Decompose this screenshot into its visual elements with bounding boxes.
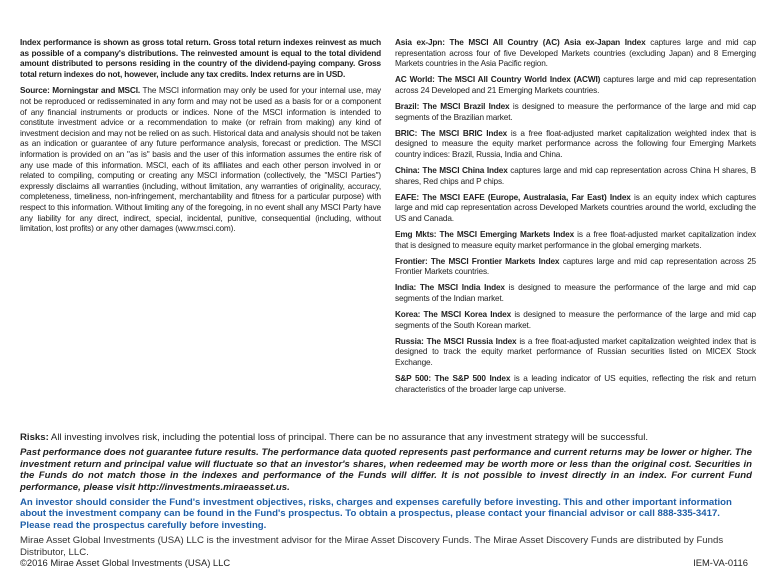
index-definition-text: captures large and mid cap representation across four of five Developed Markets countries (excluding Japan) and 8 Emerging Markets countries in the Asia Pacific region. — [395, 38, 756, 69]
index-definition-text: is designed to measure the performance of the large and mid cap segments of the South Korean market. — [395, 309, 756, 330]
index-definition-term: Emg Mkts: The MSCI Emerging Markets Index — [395, 229, 575, 239]
index-definition-text: is a leading indicator of US equities, reflecting the risk and return characteristics of the broader large cap universe. — [395, 373, 756, 394]
source-text: The MSCI information may only be used for your internal use, may not be reproduced or redisseminated in any form and may not be used as a basis for or a component of any financial instruments or products or indices. None of the MSCI information is intended to constitute investment advice or a recommendation to make (or refrain from making) any kind of investment decision and may not be relied on as such. Historical data and analysis should not be taken as an indication or guarantee of any future performance analysis, forecast or prediction. The MSCI information is provided on an "as is" basis and the user of this information assumes the entire risk of any use made of this information. MSCI, each of its affiliates and each other person involved in or related to compiling, computing or creating any MSCI information (collectively, the "MSCI Parties") expressly disclaims all warranties (including, without limitation, any warranties of originality, accuracy, completeness, timeliness, non-infringement, merchantability and fitness for a particular purpose) with respect to this information. Without limiting any of the foregoing, in no event shall any MSCI Party have any liability for any direct, indirect, special, incidental, punitive, consequential (including, without limitation, lost profits) or any other damages (www.msci.com). — [20, 86, 382, 234]
risks-text: All investing involves risk, including the potential loss of principal. There can be no assurance that any investment strategy will be successful. — [48, 432, 649, 443]
index-definition-text: is an equity index which captures large and mid cap representation across Developed Markets countries around the world, excluding the US and Canada. — [395, 192, 756, 223]
index-definition-term: Russia: The MSCI Russia Index — [395, 336, 517, 346]
index-definition-term: China: The MSCI China Index — [395, 165, 508, 175]
risks-label: Risks: — [20, 432, 49, 443]
left-column — [20, 38, 381, 401]
index-definition — [395, 129, 756, 161]
index-definition-text: is a free float-adjusted market capitalization weighted index that is designed to measure the equity market performance across the following four Emerging Markets country indices: Brazil, Russia, India and China. — [395, 128, 756, 159]
source-paragraph — [20, 86, 381, 234]
source-label: Source: Morningstar and MSCI. — [20, 86, 141, 96]
index-definition — [395, 75, 756, 96]
disclosure-columns — [20, 38, 756, 401]
index-definition-term: Korea: The MSCI Korea Index — [395, 309, 512, 319]
document-code: IEM-VA-0116 — [693, 557, 748, 568]
copyright-text: ©2016 Mirae Asset Global Investments (USA) LLC — [20, 557, 231, 568]
past-performance-paragraph: Past performance does not guarantee future results. The performance data quoted represents past performance and current returns may be lower or higher. The investment return and principal value will fluctuate so that an investor's shares, when redeemed may be worth more or less than the original cost. Securities in the Funds do not match those in the indexes and performance of the Funds will differ. It is not possible to invest directly in an index. For current Fund performance, please visit http://investments.miraeasset.us. — [20, 447, 752, 493]
index-definition-term: Asia ex-Jpn: The MSCI All Country (AC) Asia ex-Japan Index — [395, 38, 646, 47]
risk-disclosures — [20, 432, 752, 562]
index-definition — [395, 193, 756, 225]
index-definition-text: is designed to measure the performance of the large and mid cap segments of the Indian market. — [395, 283, 756, 303]
index-definition-text: captures large and mid cap representation across 24 Developed and 21 Emerging Markets countries. — [395, 75, 756, 95]
index-definition-text: captures large and mid cap representation across 25 Frontier Markets countries. — [395, 256, 756, 277]
index-performance-paragraph: Index performance is shown as gross total return. Gross total return indexes reinvest as much as possible of a company's distributions. The reinvested amount is equal to the total dividend amount distributed to persons residing in the country of the dividend-paying company. Gross total return indexes do not, however, include any tax credits. Index returns are in USD. — [20, 38, 381, 79]
index-definition — [395, 283, 756, 304]
index-definition — [395, 38, 756, 70]
right-column — [395, 38, 756, 401]
index-definition — [395, 166, 756, 187]
footer — [20, 557, 748, 568]
index-definition-text: captures large and mid cap representation across China H shares, B shares, Red chips and P chips. — [395, 165, 757, 186]
index-definition — [395, 257, 756, 278]
index-definition-term: S&P 500: The S&P 500 Index — [395, 373, 511, 383]
index-definition-term: AC World: The MSCI All Country World Index (ACWI) — [395, 75, 601, 85]
index-definition — [395, 374, 756, 395]
index-definition-term: BRIC: The MSCI BRIC Index — [395, 128, 508, 138]
investor-notice-paragraph: An investor should consider the Fund's investment objectives, risks, charges and expenses carefully before investing. This and other important information about the investment company can be found in the Fund's prospectus. To obtain a prospectus, please contact your financial advisor or call 888-335-3417. Please read the prospectus carefully before investing. — [20, 497, 732, 531]
index-definition — [395, 102, 756, 123]
index-definition — [395, 337, 756, 369]
risks-paragraph — [20, 432, 752, 443]
index-definition-term: Frontier: The MSCI Frontier Markets Index — [395, 256, 560, 266]
index-definition-term: Brazil: The MSCI Brazil Index — [395, 101, 510, 111]
index-definition-term: EAFE: The MSCI EAFE (Europe, Australasia, Far East) Index — [395, 192, 631, 202]
index-definition — [395, 230, 756, 251]
index-definition-term: India: The MSCI India Index — [395, 283, 505, 293]
advisor-paragraph: Mirae Asset Global Investments (USA) LLC is the investment advisor for the Mirae Asset Discovery Funds. The Mirae Asset Discovery Funds are distributed by Funds Distributor, LLC. — [20, 535, 724, 558]
index-definition-text: is designed to measure the performance of the large and mid cap segments of the Brazilian market. — [395, 101, 756, 122]
index-definition — [395, 310, 756, 331]
index-definition-text: is a free float-adjusted market capitalization weighted index that is designed to track the equity market performance of Russian securities listed on MICEX Stock Exchange. — [395, 336, 756, 367]
index-definition-text: is a free float-adjusted market capitalization index that is designed to measure equity market performance in the global emerging markets. — [395, 229, 756, 250]
